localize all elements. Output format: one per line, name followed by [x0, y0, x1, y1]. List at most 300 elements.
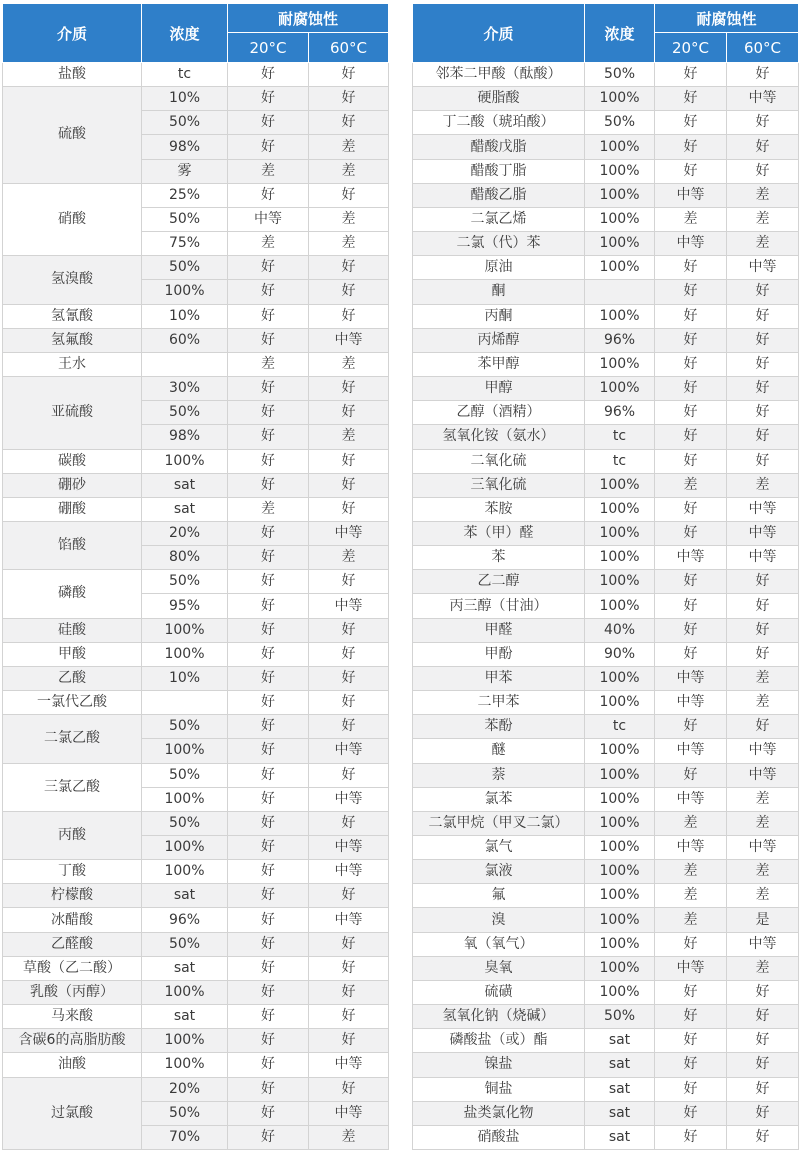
resistance-20c-cell: 中等 [655, 787, 727, 811]
resistance-60c-cell: 好 [309, 183, 389, 207]
resistance-20c-cell: 差 [655, 811, 727, 835]
concentration-cell: 98% [142, 135, 228, 159]
medium-cell: 盐酸 [3, 63, 142, 87]
resistance-20c-cell: 好 [228, 884, 309, 908]
resistance-20c-cell: 差 [228, 232, 309, 256]
resistance-20c-cell: 好 [228, 787, 309, 811]
table-row [3, 715, 389, 739]
concentration-cell: 60% [142, 328, 228, 352]
medium-cell: 过氯酸 [3, 1077, 142, 1149]
resistance-60c-cell: 差 [309, 232, 389, 256]
resistance-60c-cell: 好 [727, 449, 799, 473]
resistance-20c-cell: 好 [655, 497, 727, 521]
concentration-cell: 20% [142, 521, 228, 545]
concentration-cell: 50% [142, 401, 228, 425]
concentration-cell: 50% [142, 256, 228, 280]
resistance-60c-cell: 好 [309, 956, 389, 980]
resistance-60c-cell: 好 [727, 280, 799, 304]
concentration-cell: sat [585, 1077, 655, 1101]
table-row [3, 473, 389, 497]
table-row [413, 594, 799, 618]
resistance-20c-cell: 好 [228, 135, 309, 159]
table-row [3, 377, 389, 401]
concentration-cell: 100% [142, 618, 228, 642]
table-row [413, 1029, 799, 1053]
resistance-60c-cell: 差 [309, 1125, 389, 1149]
resistance-60c-cell: 差 [727, 666, 799, 690]
resistance-60c-cell: 好 [727, 980, 799, 1004]
right-resistance-table [412, 3, 799, 1150]
concentration-cell: 90% [585, 642, 655, 666]
resistance-60c-cell: 好 [309, 1005, 389, 1029]
resistance-60c-cell: 中等 [727, 763, 799, 787]
concentration-cell [142, 691, 228, 715]
medium-cell: 氧（氧气） [413, 932, 585, 956]
resistance-60c-cell: 差 [727, 183, 799, 207]
table-row [413, 666, 799, 690]
medium-cell: 乙二醇 [413, 570, 585, 594]
resistance-60c-cell: 好 [727, 1029, 799, 1053]
resistance-20c-cell: 好 [228, 63, 309, 87]
resistance-20c-cell: 好 [655, 159, 727, 183]
resistance-60c-cell: 中等 [727, 546, 799, 570]
resistance-20c-cell: 好 [655, 328, 727, 352]
table-row [413, 497, 799, 521]
table-row [413, 352, 799, 376]
concentration-cell: 100% [585, 546, 655, 570]
resistance-60c-cell: 中等 [727, 739, 799, 763]
concentration-header: 浓度 [585, 4, 655, 63]
medium-cell: 柠檬酸 [3, 884, 142, 908]
concentration-cell: 100% [585, 135, 655, 159]
resistance-20c-cell: 好 [228, 256, 309, 280]
concentration-cell: sat [585, 1053, 655, 1077]
concentration-cell: 20% [142, 1077, 228, 1101]
medium-cell: 二氯（代）苯 [413, 232, 585, 256]
resistance-60c-cell: 好 [727, 401, 799, 425]
resistance-60c-cell: 好 [309, 763, 389, 787]
resistance-20c-cell: 差 [655, 860, 727, 884]
medium-cell: 草酸（乙二酸） [3, 956, 142, 980]
resistance-20c-cell: 好 [655, 1053, 727, 1077]
left-table-body [3, 63, 389, 1150]
concentration-cell: 100% [142, 1029, 228, 1053]
table-row [413, 618, 799, 642]
resistance-20c-cell: 好 [655, 715, 727, 739]
resistance-60c-cell: 好 [309, 497, 389, 521]
concentration-cell: 100% [585, 787, 655, 811]
medium-cell: 一氯代乙酸 [3, 691, 142, 715]
concentration-cell: 100% [585, 473, 655, 497]
table-row [413, 642, 799, 666]
resistance-20c-cell: 好 [655, 87, 727, 111]
resistance-header: 耐腐蚀性 [228, 4, 389, 33]
resistance-60c-cell: 中等 [309, 521, 389, 545]
resistance-60c-cell: 好 [309, 63, 389, 87]
medium-cell: 氯液 [413, 860, 585, 884]
resistance-20c-cell: 好 [228, 1005, 309, 1029]
resistance-20c-cell: 好 [655, 449, 727, 473]
resistance-20c-cell: 好 [655, 1077, 727, 1101]
resistance-20c-cell: 中等 [655, 836, 727, 860]
resistance-60c-cell: 中等 [309, 328, 389, 352]
medium-cell: 硬脂酸 [413, 87, 585, 111]
resistance-60c-cell: 好 [309, 304, 389, 328]
resistance-20c-cell: 好 [655, 932, 727, 956]
table-row [413, 521, 799, 545]
right-table-body [413, 63, 799, 1150]
concentration-cell: 100% [142, 860, 228, 884]
medium-cell: 馅酸 [3, 521, 142, 569]
resistance-60c-cell: 差 [309, 546, 389, 570]
resistance-20c-cell: 好 [655, 570, 727, 594]
concentration-cell [585, 280, 655, 304]
medium-cell: 二氯乙烯 [413, 207, 585, 231]
medium-cell: 醋酸戊脂 [413, 135, 585, 159]
concentration-cell: 100% [585, 87, 655, 111]
table-row [413, 111, 799, 135]
resistance-20c-cell: 好 [655, 642, 727, 666]
resistance-20c-cell: 好 [228, 618, 309, 642]
concentration-cell: 75% [142, 232, 228, 256]
concentration-cell: sat [142, 473, 228, 497]
concentration-cell: 95% [142, 594, 228, 618]
table-row [3, 908, 389, 932]
concentration-cell: 25% [142, 183, 228, 207]
resistance-60c-cell: 差 [727, 473, 799, 497]
resistance-20c-cell: 好 [655, 763, 727, 787]
table-row [3, 1029, 389, 1053]
resistance-20c-cell: 好 [228, 715, 309, 739]
medium-cell: 氢溴酸 [3, 256, 142, 304]
medium-cell: 二氧化硫 [413, 449, 585, 473]
resistance-20c-cell: 好 [228, 183, 309, 207]
concentration-cell: 100% [585, 811, 655, 835]
resistance-60c-cell: 好 [309, 884, 389, 908]
concentration-cell: 10% [142, 304, 228, 328]
concentration-cell: sat [142, 1005, 228, 1029]
resistance-20c-cell: 中等 [655, 739, 727, 763]
resistance-60c-cell: 中等 [727, 497, 799, 521]
concentration-cell: sat [585, 1125, 655, 1149]
table-row [3, 980, 389, 1004]
resistance-20c-cell: 好 [655, 1005, 727, 1029]
resistance-60c-cell: 好 [309, 1077, 389, 1101]
resistance-20c-cell: 好 [228, 1077, 309, 1101]
medium-cell: 苯甲醇 [413, 352, 585, 376]
concentration-cell: 100% [142, 642, 228, 666]
table-row [3, 304, 389, 328]
resistance-60c-cell: 好 [309, 256, 389, 280]
table-row [413, 691, 799, 715]
resistance-20c-cell: 好 [228, 401, 309, 425]
concentration-cell: 100% [585, 836, 655, 860]
resistance-60c-cell: 中等 [309, 836, 389, 860]
table-row [3, 87, 389, 111]
resistance-20c-cell: 好 [655, 352, 727, 376]
medium-cell: 乙醛酸 [3, 932, 142, 956]
medium-cell: 苯胺 [413, 497, 585, 521]
table-row [3, 691, 389, 715]
medium-cell: 丙酮 [413, 304, 585, 328]
resistance-60c-cell: 好 [309, 473, 389, 497]
concentration-cell: 100% [585, 932, 655, 956]
resistance-60c-cell: 好 [727, 1077, 799, 1101]
concentration-cell: 100% [142, 449, 228, 473]
concentration-cell: 100% [142, 787, 228, 811]
medium-cell: 冰醋酸 [3, 908, 142, 932]
medium-cell: 亚硫酸 [3, 377, 142, 449]
concentration-cell: 50% [142, 111, 228, 135]
resistance-60c-cell: 中等 [309, 908, 389, 932]
concentration-cell: 100% [585, 352, 655, 376]
resistance-60c-cell: 差 [727, 691, 799, 715]
resistance-60c-cell: 中等 [727, 836, 799, 860]
concentration-cell: tc [142, 63, 228, 87]
resistance-60c-cell: 好 [727, 135, 799, 159]
medium-cell: 醋酸乙脂 [413, 183, 585, 207]
resistance-20c-cell: 好 [228, 1029, 309, 1053]
table-row [413, 63, 799, 87]
medium-cell: 盐类氯化物 [413, 1101, 585, 1125]
table-row [3, 449, 389, 473]
resistance-20c-cell: 好 [655, 256, 727, 280]
resistance-20c-cell: 好 [655, 1029, 727, 1053]
concentration-cell: 80% [142, 546, 228, 570]
resistance-20c-cell: 好 [228, 594, 309, 618]
resistance-60c-cell: 好 [727, 618, 799, 642]
medium-cell: 苯 [413, 546, 585, 570]
table-row [413, 377, 799, 401]
concentration-cell: 30% [142, 377, 228, 401]
medium-cell: 二氯乙酸 [3, 715, 142, 763]
medium-cell: 氢氟酸 [3, 328, 142, 352]
concentration-cell: 100% [585, 207, 655, 231]
resistance-20c-cell: 好 [655, 377, 727, 401]
concentration-cell: 100% [585, 884, 655, 908]
medium-cell: 氢氰酸 [3, 304, 142, 328]
medium-cell: 醋酸丁脂 [413, 159, 585, 183]
resistance-20c-cell: 中等 [655, 666, 727, 690]
concentration-cell: 10% [142, 87, 228, 111]
resistance-60c-cell: 差 [727, 787, 799, 811]
concentration-cell: 100% [142, 836, 228, 860]
resistance-60c-cell: 中等 [309, 594, 389, 618]
table-row [3, 63, 389, 87]
table-row [413, 570, 799, 594]
resistance-20c-cell: 好 [228, 932, 309, 956]
concentration-cell: 100% [585, 763, 655, 787]
medium-header: 介质 [413, 4, 585, 63]
resistance-60c-cell: 好 [309, 377, 389, 401]
resistance-20c-cell: 好 [655, 135, 727, 159]
concentration-cell: 40% [585, 618, 655, 642]
concentration-cell: tc [585, 425, 655, 449]
resistance-20c-cell: 中等 [655, 183, 727, 207]
resistance-20c-cell: 好 [655, 280, 727, 304]
table-row [413, 135, 799, 159]
medium-cell: 磷酸盐（或）酯 [413, 1029, 585, 1053]
medium-cell: 磷酸 [3, 570, 142, 618]
medium-cell: 萘 [413, 763, 585, 787]
resistance-60c-cell: 差 [309, 352, 389, 376]
resistance-60c-cell: 好 [727, 570, 799, 594]
resistance-20c-cell: 好 [228, 87, 309, 111]
table-row [3, 956, 389, 980]
medium-cell: 油酸 [3, 1053, 142, 1077]
table-row [3, 352, 389, 376]
table-row [413, 256, 799, 280]
resistance-60c-cell: 差 [727, 811, 799, 835]
table-row [413, 908, 799, 932]
resistance-20c-cell: 好 [655, 401, 727, 425]
resistance-20c-cell: 好 [655, 425, 727, 449]
concentration-cell: 50% [142, 763, 228, 787]
resistance-20c-cell: 好 [228, 908, 309, 932]
table-row [3, 932, 389, 956]
resistance-20c-cell: 好 [228, 1101, 309, 1125]
resistance-20c-cell: 好 [655, 618, 727, 642]
resistance-60c-cell: 好 [309, 1029, 389, 1053]
resistance-20c-cell: 好 [228, 304, 309, 328]
resistance-20c-cell: 好 [228, 666, 309, 690]
concentration-cell: 雾 [142, 159, 228, 183]
concentration-cell: 100% [585, 666, 655, 690]
temp-20-header: 20°C [228, 33, 309, 63]
concentration-header: 浓度 [142, 4, 228, 63]
resistance-60c-cell: 好 [309, 980, 389, 1004]
resistance-60c-cell: 好 [727, 1125, 799, 1149]
resistance-20c-cell: 好 [228, 691, 309, 715]
medium-cell: 甲酸 [3, 642, 142, 666]
resistance-20c-cell: 好 [655, 521, 727, 545]
medium-cell: 铜盐 [413, 1077, 585, 1101]
resistance-60c-cell: 好 [727, 594, 799, 618]
medium-cell: 碳酸 [3, 449, 142, 473]
resistance-60c-cell: 差 [309, 425, 389, 449]
resistance-20c-cell: 中等 [655, 546, 727, 570]
table-row [3, 1005, 389, 1029]
resistance-60c-cell: 好 [727, 715, 799, 739]
resistance-60c-cell: 好 [309, 666, 389, 690]
medium-cell: 原油 [413, 256, 585, 280]
resistance-60c-cell: 好 [309, 691, 389, 715]
medium-cell: 二氯甲烷（甲叉二氯） [413, 811, 585, 835]
table-row [413, 401, 799, 425]
table-row [413, 425, 799, 449]
resistance-20c-cell: 差 [655, 884, 727, 908]
resistance-20c-cell: 好 [655, 63, 727, 87]
table-row [413, 280, 799, 304]
table-row [3, 1053, 389, 1077]
concentration-cell: sat [585, 1029, 655, 1053]
medium-cell: 镍盐 [413, 1053, 585, 1077]
concentration-cell: sat [585, 1101, 655, 1125]
table-row [3, 328, 389, 352]
table-row [413, 787, 799, 811]
resistance-60c-cell: 差 [309, 207, 389, 231]
concentration-cell: 100% [585, 908, 655, 932]
concentration-cell: 100% [585, 956, 655, 980]
concentration-cell: 100% [585, 860, 655, 884]
concentration-cell: sat [142, 956, 228, 980]
resistance-20c-cell: 差 [228, 159, 309, 183]
table-row [413, 763, 799, 787]
table-row [413, 811, 799, 835]
medium-header: 介质 [3, 4, 142, 63]
concentration-cell: 100% [585, 739, 655, 763]
table-row [3, 763, 389, 787]
left-table-header [3, 4, 389, 63]
medium-cell: 硝酸 [3, 183, 142, 255]
concentration-cell: tc [585, 715, 655, 739]
resistance-20c-cell: 好 [228, 473, 309, 497]
table-row [413, 304, 799, 328]
resistance-60c-cell: 中等 [309, 787, 389, 811]
medium-cell: 氯苯 [413, 787, 585, 811]
concentration-cell: tc [585, 449, 655, 473]
resistance-60c-cell: 好 [727, 1053, 799, 1077]
resistance-60c-cell: 好 [309, 280, 389, 304]
temp-60-header: 60°C [727, 33, 799, 63]
resistance-60c-cell: 差 [727, 232, 799, 256]
concentration-cell: 100% [585, 232, 655, 256]
medium-cell: 丁二酸（琥珀酸） [413, 111, 585, 135]
table-row [413, 232, 799, 256]
medium-cell: 硝酸盐 [413, 1125, 585, 1149]
table-row [3, 1077, 389, 1101]
resistance-60c-cell: 好 [309, 642, 389, 666]
resistance-20c-cell: 好 [228, 1125, 309, 1149]
concentration-cell: 98% [142, 425, 228, 449]
table-row [3, 570, 389, 594]
table-row [413, 183, 799, 207]
concentration-cell: 96% [585, 328, 655, 352]
medium-cell: 二甲苯 [413, 691, 585, 715]
resistance-20c-cell: 好 [228, 111, 309, 135]
medium-cell: 氯气 [413, 836, 585, 860]
medium-cell: 丙酸 [3, 811, 142, 859]
concentration-cell: 100% [585, 159, 655, 183]
table-row [413, 1077, 799, 1101]
resistance-60c-cell: 中等 [727, 256, 799, 280]
concentration-cell: 100% [585, 497, 655, 521]
medium-cell: 邻苯二甲酸（酞酸） [413, 63, 585, 87]
table-row [413, 956, 799, 980]
table-row [413, 1053, 799, 1077]
resistance-60c-cell: 好 [727, 352, 799, 376]
table-row [413, 932, 799, 956]
resistance-60c-cell: 好 [727, 63, 799, 87]
resistance-20c-cell: 好 [228, 280, 309, 304]
resistance-20c-cell: 好 [228, 449, 309, 473]
medium-cell: 丙三醇（甘油） [413, 594, 585, 618]
concentration-cell: 96% [585, 401, 655, 425]
resistance-60c-cell: 好 [727, 111, 799, 135]
resistance-60c-cell: 中等 [309, 739, 389, 763]
concentration-cell: 50% [142, 570, 228, 594]
resistance-60c-cell: 好 [309, 401, 389, 425]
concentration-cell: 100% [585, 570, 655, 594]
table-row [413, 207, 799, 231]
left-resistance-table [2, 3, 389, 1150]
resistance-20c-cell: 中等 [655, 956, 727, 980]
concentration-cell: 100% [142, 980, 228, 1004]
table-row [413, 860, 799, 884]
resistance-60c-cell: 好 [727, 377, 799, 401]
medium-cell: 三氯乙酸 [3, 763, 142, 811]
medium-cell: 甲酚 [413, 642, 585, 666]
